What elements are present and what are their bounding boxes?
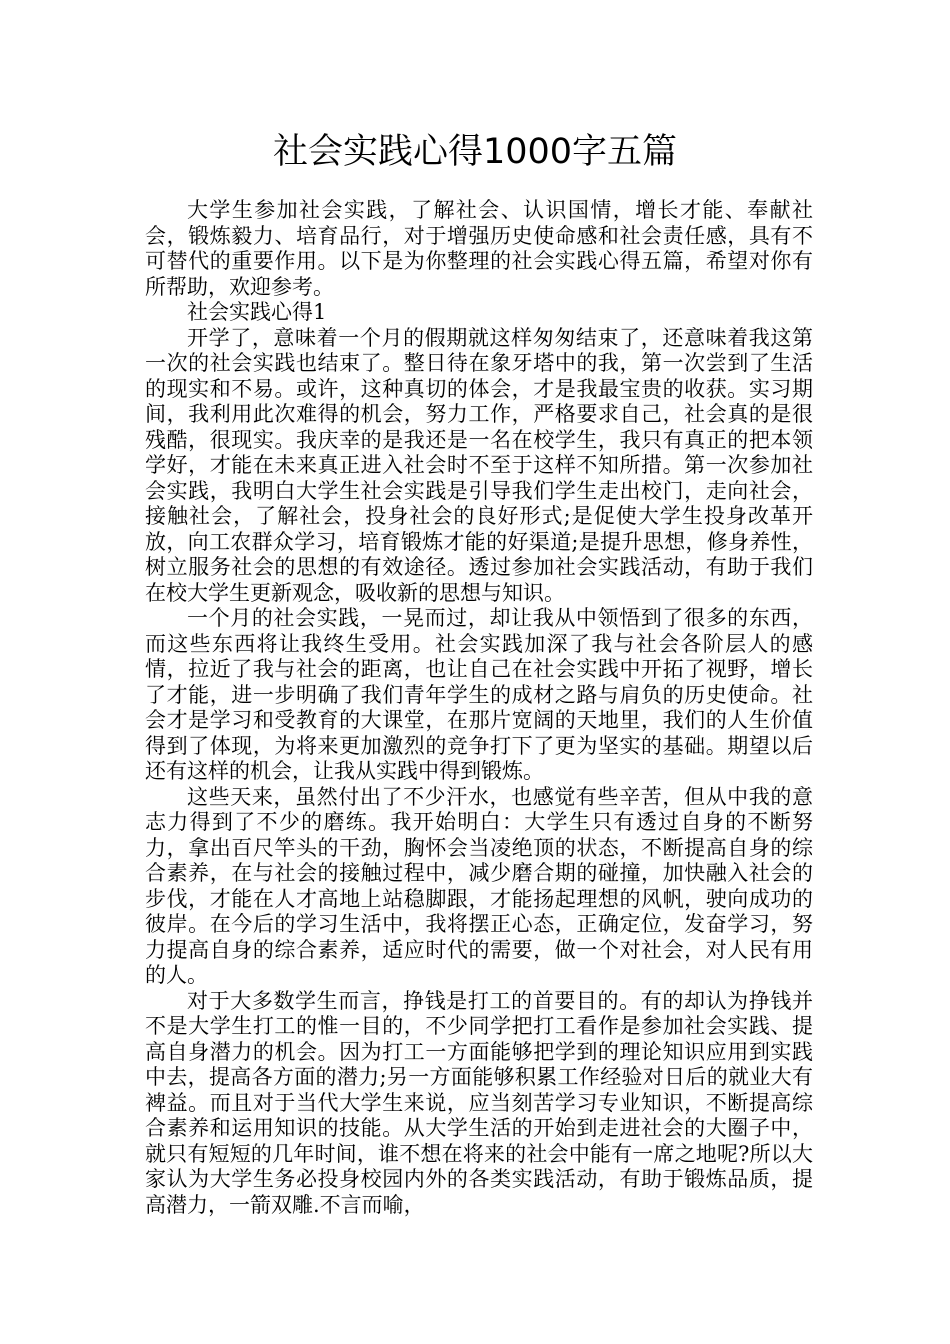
- body-paragraph: 这些天来，虽然付出了不少汗水，也感觉有些辛苦，但从中我的意志力得到了不少的磨练。我开始明白：大学生只有透过自身的不断努力，拿出百尺竿头的干劲，胸怀会当凌绝顶的状态，不断提高自身的综合素养，在与社会的接触过程中，减少磨合期的碰撞，加快融入社会的步伐，才能在人才高地上站稳脚跟，才能扬起理想的风帆，驶向成功的彼岸。在今后的学习生活中，我将摆正心态，正确定位，发奋学习，努力提高自身的综合素养，适应时代的需要，做一个对社会，对人民有用的人。: [145, 784, 813, 987]
- body-paragraph: 一个月的社会实践，一晃而过，却让我从中领悟到了很多的东西，而这些东西将让我终生受用。社会实践加深了我与社会各阶层人的感情，拉近了我与社会的距离，也让自己在社会实践中开拓了视野，增长了才能，进一步明确了我们青年学生的成材之路与肩负的历史使命。社会才是学习和受教育的大课堂，在那片宽阔的天地里，我们的人生价值得到了体现，为将来更加激烈的竞争打下了更为坚实的基础。期望以后还有这样的机会，让我从实践中得到锻炼。: [145, 606, 813, 783]
- document-title: 社会实践心得1000字五篇: [272, 132, 678, 172]
- document-body: [145, 198, 813, 1218]
- body-paragraph: 开学了，意味着一个月的假期就这样匆匆结束了，还意味着我这第一次的社会实践也结束了。整日待在象牙塔中的我，第一次尝到了生活的现实和不易。或许，这种真切的体会，才是我最宝贵的收获。实习期间，我利用此次难得的机会，努力工作，严格要求自己，社会真的是很残酷，很现实。我庆幸的是我还是一名在校学生，我只有真正的把本领学好，才能在未来真正进入社会时不至于这样不知所措。第一次参加社会实践，我明白大学生社会实践是引导我们学生走出校门，走向社会，接触社会，了解社会，投身社会的良好形式;是促使大学生投身改革开放，向工农群众学习，培育锻炼才能的好渠道;是提升思想，修身养性，树立服务社会的思想的有效途径。透过参加社会实践活动，有助于我们在校大学生更新观念，吸收新的思想与知识。: [145, 325, 813, 605]
- section-heading: 社会实践心得1: [187, 300, 327, 324]
- intro-paragraph: 大学生参加社会实践，了解社会、认识国情，增长才能、奉献社会，锻炼毅力、培育品行，对于增强历史使命感和社会责任感，具有不可替代的重要作用。以下是为你整理的社会实践心得五篇，希望对你有所帮助，欢迎参考。: [145, 198, 813, 299]
- body-paragraph: 对于大多数学生而言，挣钱是打工的首要目的。有的却认为挣钱并不是大学生打工的惟一目的，不少同学把打工看作是参加社会实践、提高自身潜力的机会。因为打工一方面能够把学到的理论知识应用到实践中去，提高各方面的潜力;另一方面能够积累工作经验对日后的就业大有裨益。而且对于当代大学生来说，应当刻苦学习专业知识，不断提高综合素养和运用知识的技能。从大学生活的开始到走进社会的大圈子中，就只有短短的几年时间，谁不想在将来的社会中能有一席之地呢?所以大家认为大学生务必投身校园内外的各类实践活动，有助于锻炼品质，提高潜力，一箭双雕.不言而喻，: [145, 988, 813, 1217]
